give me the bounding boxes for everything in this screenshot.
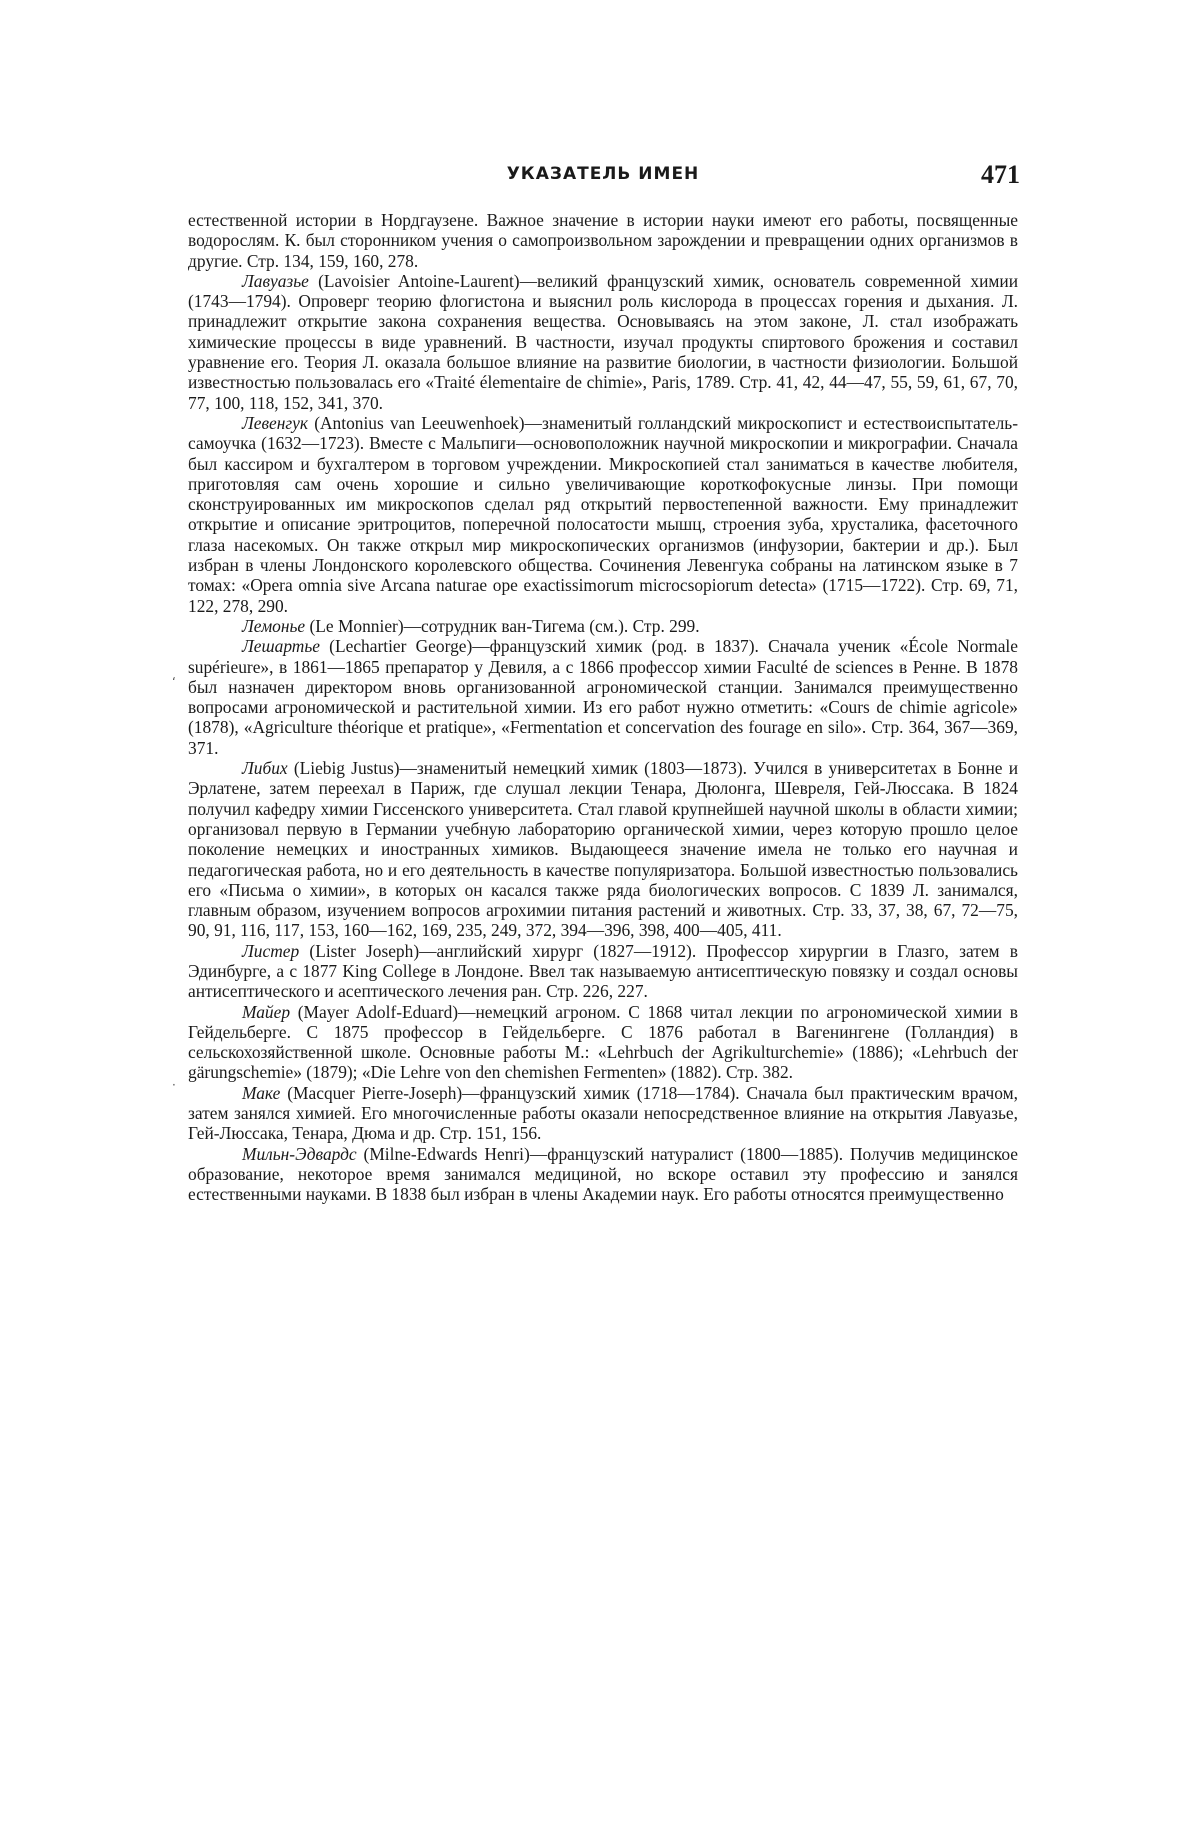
- entry-headword: Маке: [242, 1082, 281, 1103]
- index-body: [188, 210, 1018, 1205]
- entry-headword: Левенгук: [242, 412, 309, 433]
- index-entry: [188, 210, 1018, 271]
- margin-mark: ‘: [172, 675, 176, 689]
- entry-text: (Le Monnier)—сотрудник ван-Тигема (см.). Стр. 299.: [305, 615, 700, 636]
- index-entry: [188, 1144, 1018, 1205]
- running-title: УКАЗАТЕЛЬ ИМЕН: [506, 164, 700, 184]
- margin-mark: ·: [172, 1078, 176, 1092]
- entry-headword: Мильн-Эдвардс: [242, 1143, 357, 1164]
- entry-text: (Macquer Pierre-Joseph)—французский химик (1718—1784). Сначала был практическим врачом, затем занялся химией. Его многочисленные работы оказали непосредственное влияние на открытия Лавуазье, Гей-Люссака, Тенара, Дюма и др. Стр. 151, 156.: [188, 1082, 1018, 1144]
- index-entry: [188, 413, 1018, 616]
- entry-headword: Лавуазье: [242, 270, 309, 291]
- entry-headword: Листер: [242, 940, 300, 961]
- index-entry: [188, 941, 1018, 1002]
- entry-text: (Milne-Edwards Henri)—французский натуралист (1800—1885). Получив медицинское образование, некоторое время занимался медициной, но вскоре оставил эту профессию и занялся естественными науками. В 1838 был избран в члены Академии наук. Его работы относятся преимущественно: [188, 1143, 1018, 1205]
- index-entry: [188, 758, 1018, 941]
- entry-text: (Antonius van Leeuwenhoek)—знаменитый голландский микроскопист и естествоиспытатель-самоучка (1632—1723). Вместе с Мальпиги—основоположник научной микроскопии и микрографии. Сначала был кассиром и бухгалтером в торговом учреждении. Микроскопией стал заниматься в качестве любителя, приготовляя сам очень хорошие и сильно увеличивающие короткофокусные линзы. При помощи сконструированных им микроскопов сделал ряд открытий первостепенной важности. Ему принадлежит открытие и описание эритроцитов, поперечной полосатости мышц, строения зуба, хрусталика, фасеточного глаза насекомых. Он также открыл мир микроскопических организмов (инфузории, бактерии и др.). Был избран в члены Лондонского королевского общества. Сочинения Левенгука собраны на латинском языке в 7 томах: «Opera omnia sive Arcana naturae ope exactissimorum microcsopiorum detecta» (1715—1722). Стр. 69, 71, 122, 278, 290.: [188, 412, 1018, 616]
- index-entry: [188, 1083, 1018, 1144]
- page-number: 471: [981, 160, 1020, 189]
- entry-text: (Lavoisier Antoine-Laurent)—великий французский химик, основатель современной химии (1743—1794). Опроверг теорию флогистона и выяснил роль кислорода в процессах горения и дыхания. Л. принадлежит открытие закона сохранения вещества. Основываясь на этом законе, Л. стал изображать химические процессы в виде уравнений. В частности, изучал продукты спиртового брожения и составил уравнение его. Теория Л. оказала большое влияние на развитие биологии, в частности физиологии. Большой известностью пользовалась его «Traité élementaire de chimie», Paris, 1789. Стр. 41, 42, 44—47, 55, 59, 61, 67, 70, 77, 100, 118, 152, 341, 370.: [188, 270, 1018, 413]
- entry-text: (Lechartier George)—французский химик (род. в 1837). Сначала ученик «École Normale supérieure», в 1861—1865 препаратор у Девиля, а с 1866 профессор химии Faculté de sciences в Ренне. В 1878 был назначен директором вновь организованной агрономической станции. Занимался преимущественно вопросами агрономической и растительной химии. Из его работ нужно отметить: «Cours de chimie agricole» (1878), «Agriculture théorique et pratique», «Fermentation et concervation des fourage en silo». Стр. 364, 367—369, 371.: [188, 636, 1018, 758]
- entry-text: (Lister Joseph)—английский хирург (1827—1912). Профессор хирургии в Глазго, затем в Эдинбурге, а с 1877 King College в Лондоне. Ввел так называемую антисептическую повязку и создал основы антисептического и асептического лечения ран. Стр. 226, 227.: [188, 940, 1018, 1002]
- entry-text: (Mayer Adolf-Eduard)—немецкий агроном. С 1868 читал лекции по агрономической химии в Гейдельберге. С 1875 профессор в Гейдельберге. С 1876 работал в Вагенингене (Голландия) в сельскохозяйственной школе. Основные работы М.: «Lehrbuch der Agrikulturchemie» (1886); «Lehrbuch der gärungschemie» (1879); «Die Lehre von den chemishen Fermenten» (1882). Стр. 382.: [188, 1001, 1018, 1083]
- entry-headword: Майер: [242, 1001, 291, 1022]
- entry-headword: Либих: [242, 758, 288, 779]
- entry-text: естественной истории в Нордгаузене. Важное значение в истории науки имеют его работы, посвященные водорослям. К. был сторонником учения о самопроизвольном зарождении и превращении одних организмов в другие. Стр. 134, 159, 160, 278.: [188, 210, 1018, 271]
- page-header: [186, 160, 1020, 200]
- index-entry: [188, 616, 1018, 636]
- index-entry: [188, 271, 1018, 413]
- index-entry: [188, 1002, 1018, 1083]
- index-entry: [188, 636, 1018, 758]
- entry-headword: Лемонье: [242, 615, 306, 636]
- entry-text: (Liebig Justus)—знаменитый немецкий химик (1803—1873). Учился в университетах в Бонне и Эрлатене, затем переехал в Париж, где слушал лекции Тенара, Дюлонга, Шевреля, Гей-Люссака. В 1824 получил кафедру химии Гиссенского университета. Стал главой крупнейшей научной школы в области химии; организовал первую в Германии учебную лабораторию органической химии, через которую прошло целое поколение немецких и иностранных химиков. Выдающееся значение имела не только его научная и педагогическая работа, но и его деятельность в качестве популяризатора. Большой известностью пользовались его «Письма о химии», в которых он касался также ряда биологических вопросов. С 1839 Л. занимался, главным образом, изучением вопросов агрохимии питания растений и животных. Стр. 33, 37, 38, 67, 72—75, 90, 91, 116, 117, 153, 160—162, 169, 235, 249, 372, 394—396, 398, 400—405, 411.: [188, 758, 1018, 941]
- entry-headword: Лешартье: [242, 636, 320, 657]
